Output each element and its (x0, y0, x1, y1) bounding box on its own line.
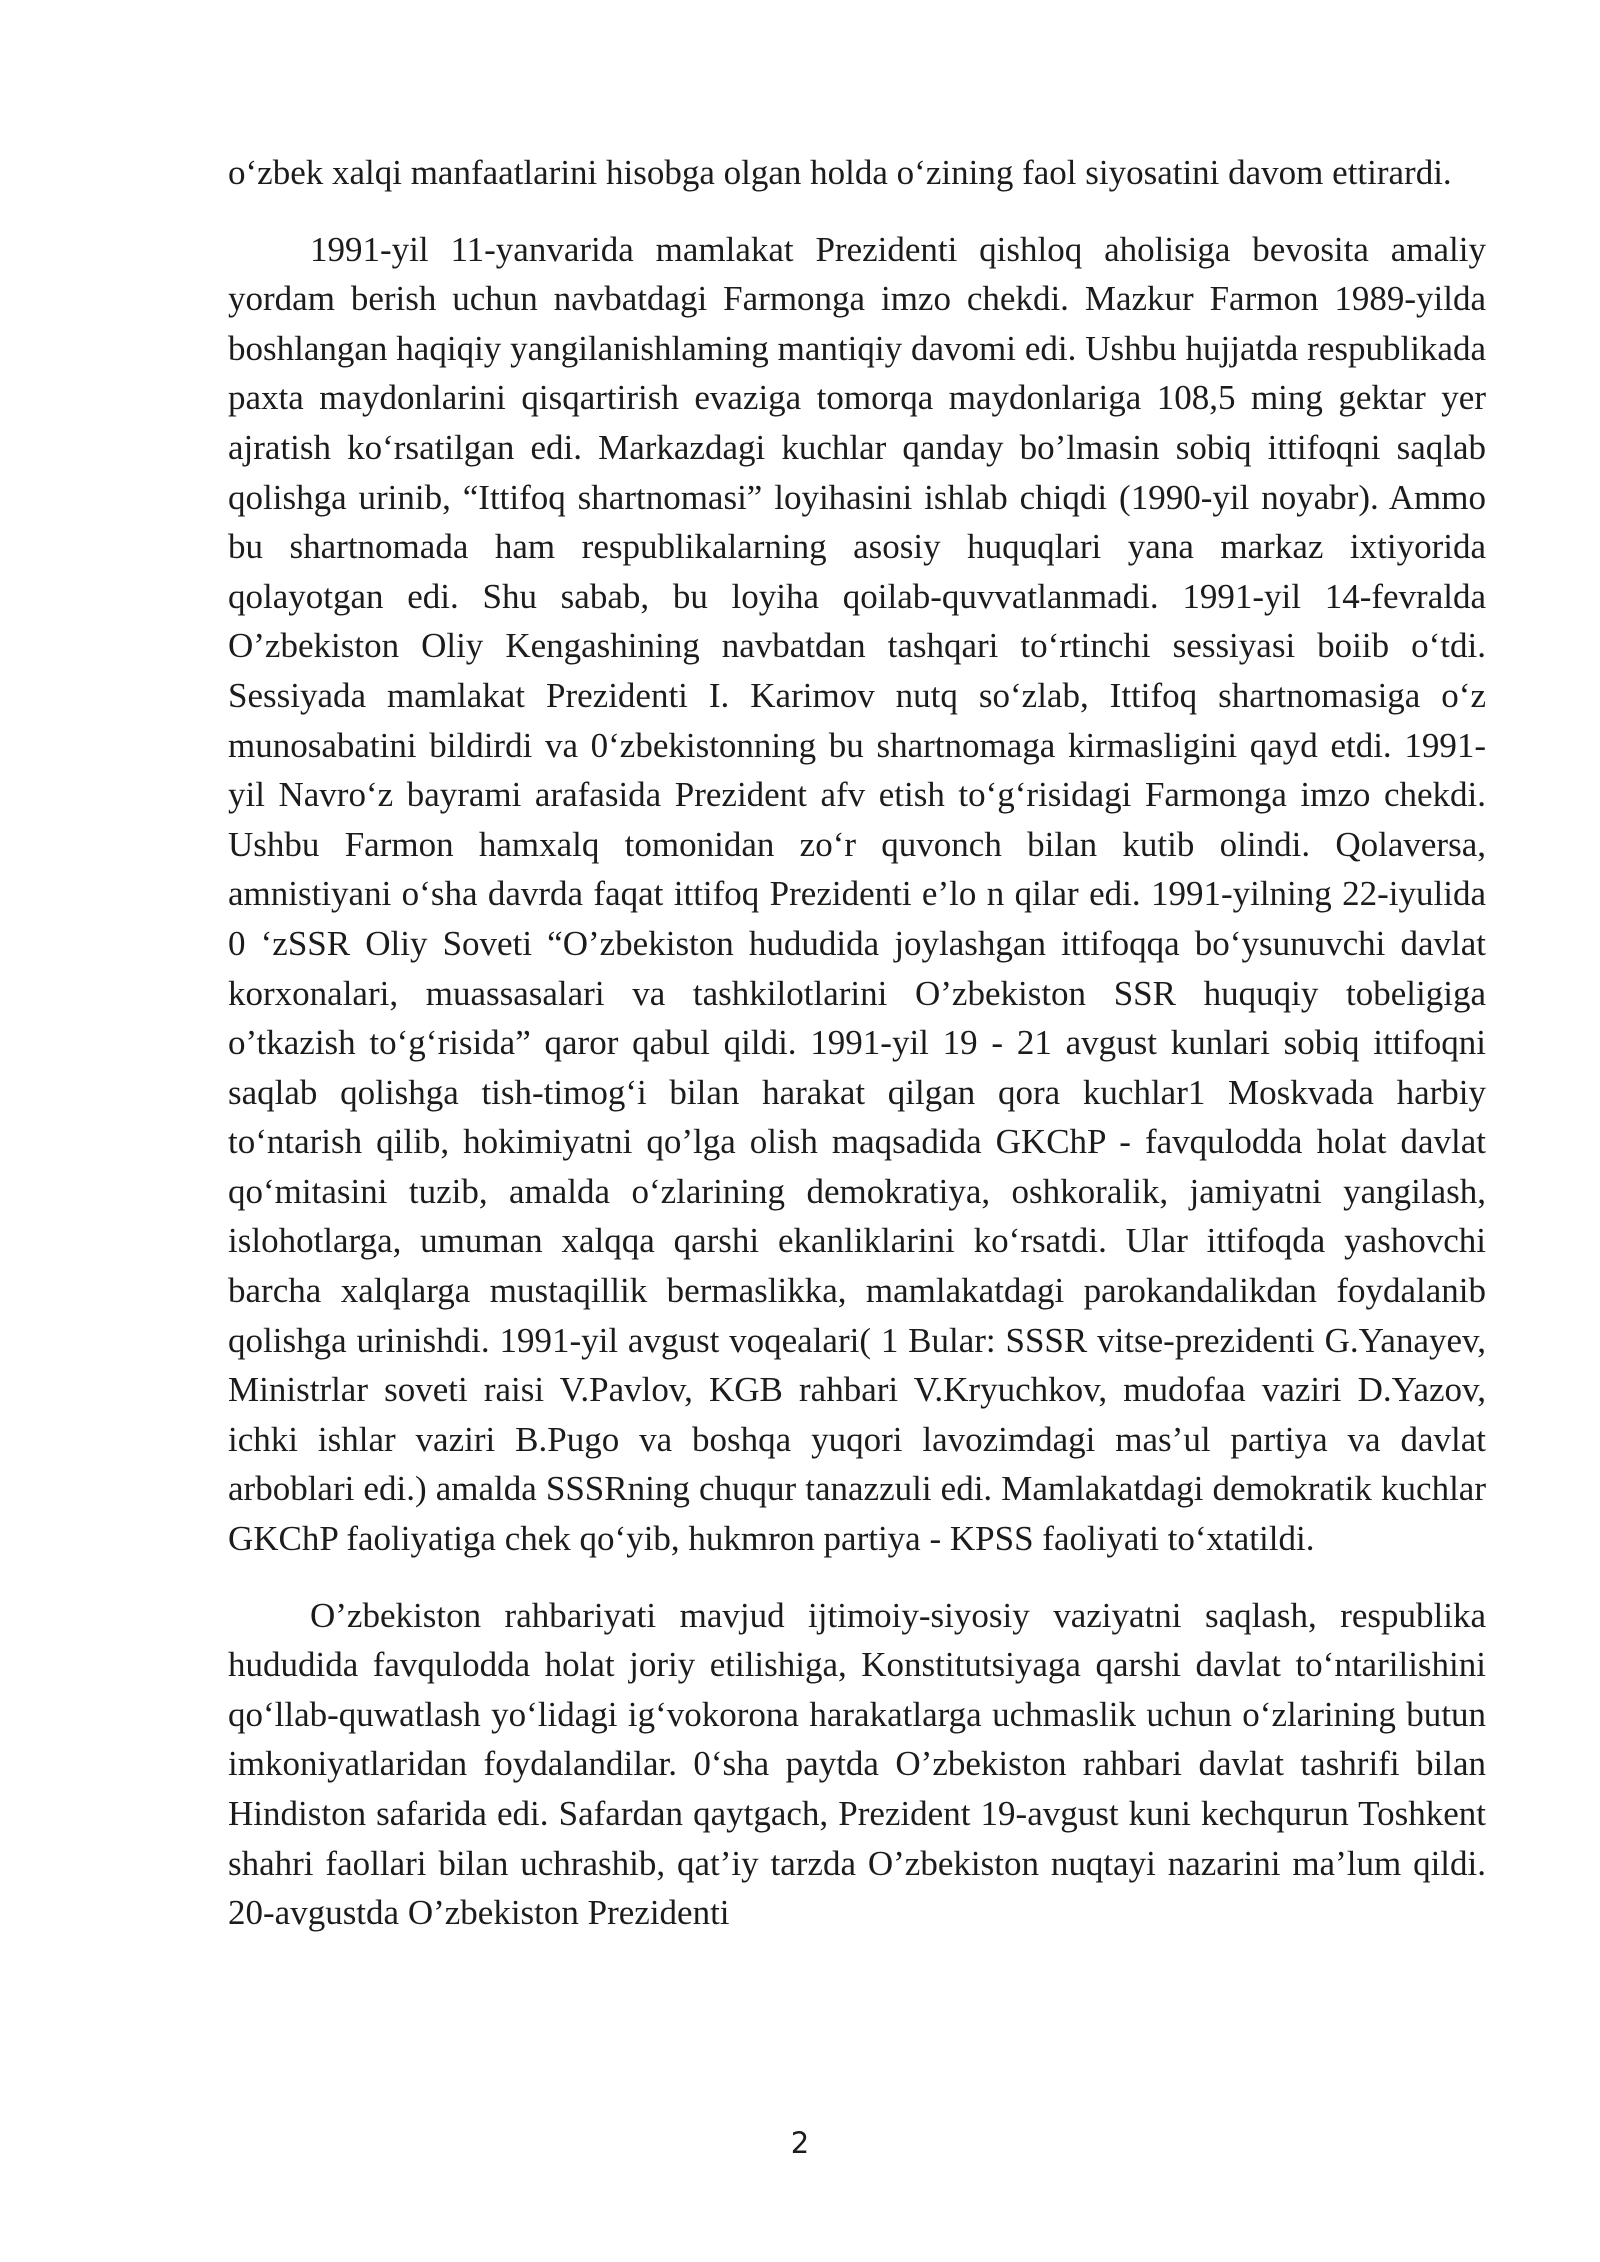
body-text (228, 148, 1486, 1938)
page-number: 2 (790, 2126, 810, 2160)
paragraph-continuation: o‘zbek xalqi manfaatlarini hisobga olgan holda o‘zining faol siyosatini davom ettirardi. (228, 153, 1452, 192)
paragraph-1991-events: 1991-yil 11-yanvarida mamlakat Prezidenti qishloq aholisiga bevosita amaliy yordam berish uchun navbatdagi Farmonga imzo chekdi. Mazkur Farmon 1989-yilda boshlangan haqiqiy yangilanishlaming mantiqiy davomi edi. Ushbu hujjatda respublikada paxta maydonlarini qisqartirish evaziga tomorqa maydonlariga 108,5 ming gektar yer ajratish ko‘rsatilgan edi. Markazdagi kuchlar qanday bo’lmasin sobiq ittifoqni saqlab qolishga urinib, “Ittifoq shartnomasi” loyihasini ishlab chiqdi (1990-yil noyabr). Ammo bu shartnomada ham respublikalarning asosiy huquqlari yana markaz ixtiyorida qolayotgan edi. Shu sabab, bu loyiha qoilab-quvvatlanmadi. 1991-yil 14-fevralda O’zbekiston Oliy Kengashining navbatdan tashqari to‘rtinchi sessiyasi boiib o‘tdi. Sessiyada mamlakat Prezidenti I. Karimov nutq so‘zlab, Ittifoq shartnomasiga o‘z munosabatini bildirdi va 0‘zbekistonning bu shartnomaga kirmasligini qayd etdi. 1991-yil Navro‘z bayrami arafasida Prezident afv etish to‘g‘risidagi Farmonga imzo chekdi. Ushbu Farmon hamxalq tomonidan zo‘r quvonch bilan kutib olindi. Qolaversa, amnistiyani o‘sha davrda faqat ittifoq Prezidenti e’lo n qilar edi. 1991-yilning 22-iyulida 0 ‘zSSR Oliy Soveti “O’zbekiston hududida joylashgan ittifoqqa bo‘ysunuvchi davlat korxonalari, muassasalari va tashkilotlarini O’zbekiston SSR huquqiy tobeligiga o’tkazish to‘g‘risida” qaror qabul qildi. 1991-yil 19 - 21 avgust kunlari sobiq ittifoqni saqlab qolishga tish-timog‘i bilan harakat qilgan qora kuchlar1 Moskvada harbiy to‘ntarish qilib, hokimiyatni qo’lga olish maqsadida GKChP - favqulodda holat davlat qo‘mitasini tuzib, amalda o‘zlarining demokratiya, oshkoralik, jamiyatni yangilash, islohotlarga, umuman xalqqa qarshi ekanliklarini ko‘rsatdi. Ular ittifoqda yashovchi barcha xalqlarga mustaqillik bermaslikka, mamlakatdagi parokandalikdan foydalanib qolishga urinishdi. 1991-yil avgust voqealari( 1 Bular: SSSR vitse-prezidenti G.Yanayev, Ministrlar soveti raisi V.Pavlov, KGB rahbari V.Kryuchkov, mudofaa vaziri D.Yazov, ichki ishlar vaziri B.Pugo va boshqa yuqori lavozimdagi mas’ul partiya va davlat arboblari edi.) amalda SSSRning chuqur tanazzuli edi. Mamlakatdagi demokratik kuchlar GKChP faoliyatiga chek qo‘yib, hukmron partiya - KPSS faoliyati to‘xtatildi. (228, 229, 1486, 1559)
paragraph-uzbekistan-leadership: O’zbekiston rahbariyati mavjud ijtimoiy-siyosiy vaziyatni saqlash, respublika hududida favqulodda holat joriy etilishiga, Konstitutsiyaga qarshi davlat to‘ntarilishini qo‘llab-quwatlash yo‘lidagi ig‘vokorona harakatlarga uchmaslik uchun o‘zlarining butun imkoniyatlaridan foydalandilar. 0‘sha paytda O’zbekiston rahbari davlat tashrifi bilan Hindiston safarida edi. Safardan qaytgach, Prezident 19-avgust kuni kechqurun Toshkent shahri faollari bilan uchrashib, qat’iy tarzda O’zbekiston nuqtayi nazarini ma’lum qildi. 20-avgustda O’zbekiston Prezidenti (228, 1595, 1486, 1933)
